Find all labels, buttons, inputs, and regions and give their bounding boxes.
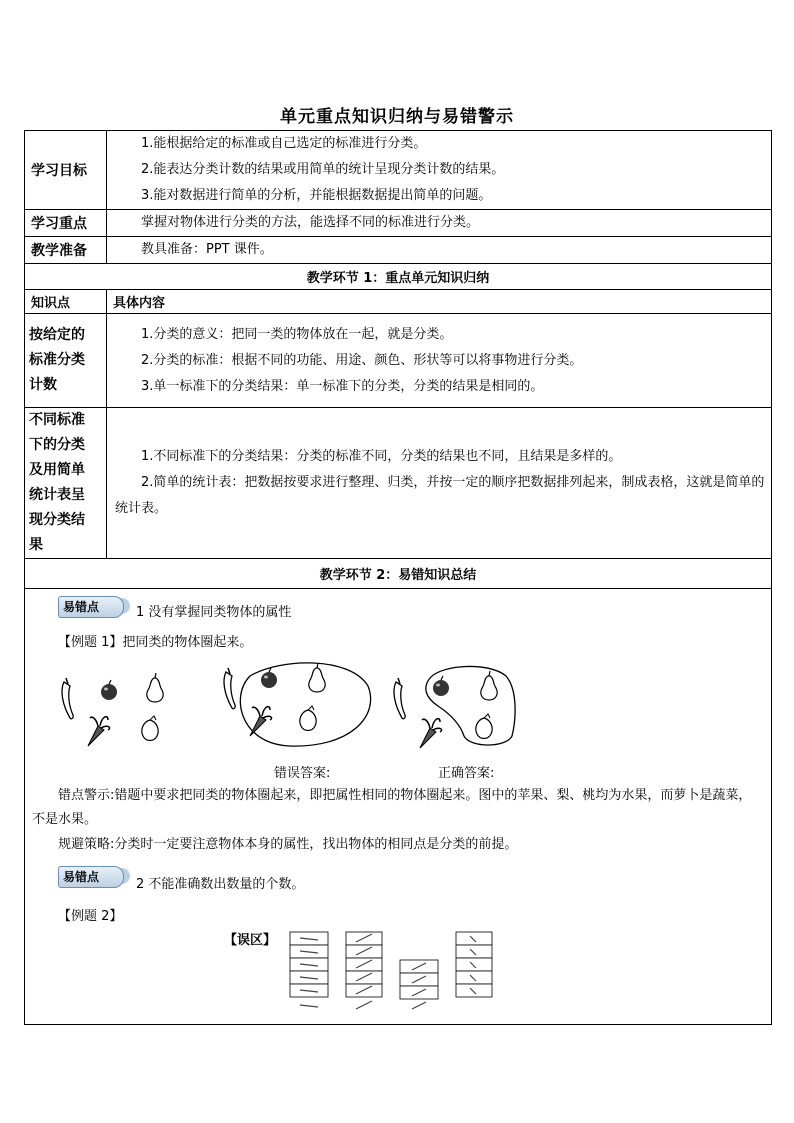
page-title: 单元重点知识归纳与易错警示 [280, 107, 514, 127]
prep-text: 教具准备：PPT 课件。 [141, 242, 273, 257]
error1-title: 1 没有掌握同类物体的属性 [136, 605, 292, 620]
kp2-content: 1.不同标准下的分类结果：分类的标准不同，分类的结果也不同，且结果是多样的。 2.简单的统计表：把数据按要求进行整理、归类，并按一定的顺序把数据排列起来，制成表格，这就是简单的统计表。 [107, 408, 772, 559]
section1-row [25, 264, 772, 290]
error1-warning: 错点警示:错题中要求把同类的物体圈起来，即把属性相同的物体圈起来。图中的苹果、梨、桃均为水果，而萝卜是蔬菜，不是水果。 [32, 788, 752, 827]
right-answer-label: 正确答案: [438, 766, 495, 781]
goals-content [107, 131, 772, 210]
section2-row [25, 559, 772, 589]
goals-label: 学习目标 [25, 131, 107, 210]
header-row [25, 290, 772, 314]
kp2-row [25, 408, 772, 559]
focus-label: 学习重点 [25, 210, 107, 237]
focus-text: 掌握对物体进行分类的方法，能选择不同的标准进行分类。 [141, 215, 480, 230]
example2-pictograph [286, 928, 506, 1018]
goal-line: 2.能表达分类计数的结果或用简单的统计呈现分类计数的结果。 [141, 162, 505, 177]
wrong-answer-label: 错误答案: [274, 766, 331, 781]
section2-title: 教学环节 2：易错知识总结 [25, 559, 772, 589]
misconception-label: 【误区】 [224, 933, 277, 948]
example2: 【例题 2】 [58, 909, 123, 924]
goal-line: 1.能根据给定的标准或自己选定的标准进行分类。 [141, 136, 427, 151]
kp1-row [25, 314, 772, 408]
kp1-label: 按给定的 标准分类 计数 [25, 314, 107, 408]
error2-title: 2 不能准确数出数量的个数。 [136, 877, 305, 892]
example1: 【例题 1】把同类的物体圈起来。 [58, 635, 253, 650]
goals-row [25, 131, 772, 210]
section1-title: 教学环节 1：重点单元知识归纳 [25, 264, 772, 290]
example1-figure [50, 656, 530, 756]
prep-label: 教学准备 [25, 237, 107, 264]
header-content: 具体内容 [107, 290, 772, 314]
kp1-content: 1.分类的意义：把同一类的物体放在一起，就是分类。 2.分类的标准：根据不同的功能、用途、颜色、形状等可以将事物进行分类。 3.单一标准下的分类结果：单一标准下的分类，分类的结果是相同的。 [107, 314, 772, 408]
error1-strategy: 规避策略:分类时一定要注意物体本身的属性，找出物体的相同点是分类的前提。 [58, 837, 518, 852]
kp2-label: 不同标准 下的分类 及用简单 统计表呈 现分类结 果 [25, 408, 107, 559]
focus-row [25, 210, 772, 237]
goal-line: 3.能对数据进行简单的分析，并能根据数据提出简单的问题。 [141, 188, 492, 203]
prep-row [25, 237, 772, 264]
header-knowledge: 知识点 [25, 290, 107, 314]
